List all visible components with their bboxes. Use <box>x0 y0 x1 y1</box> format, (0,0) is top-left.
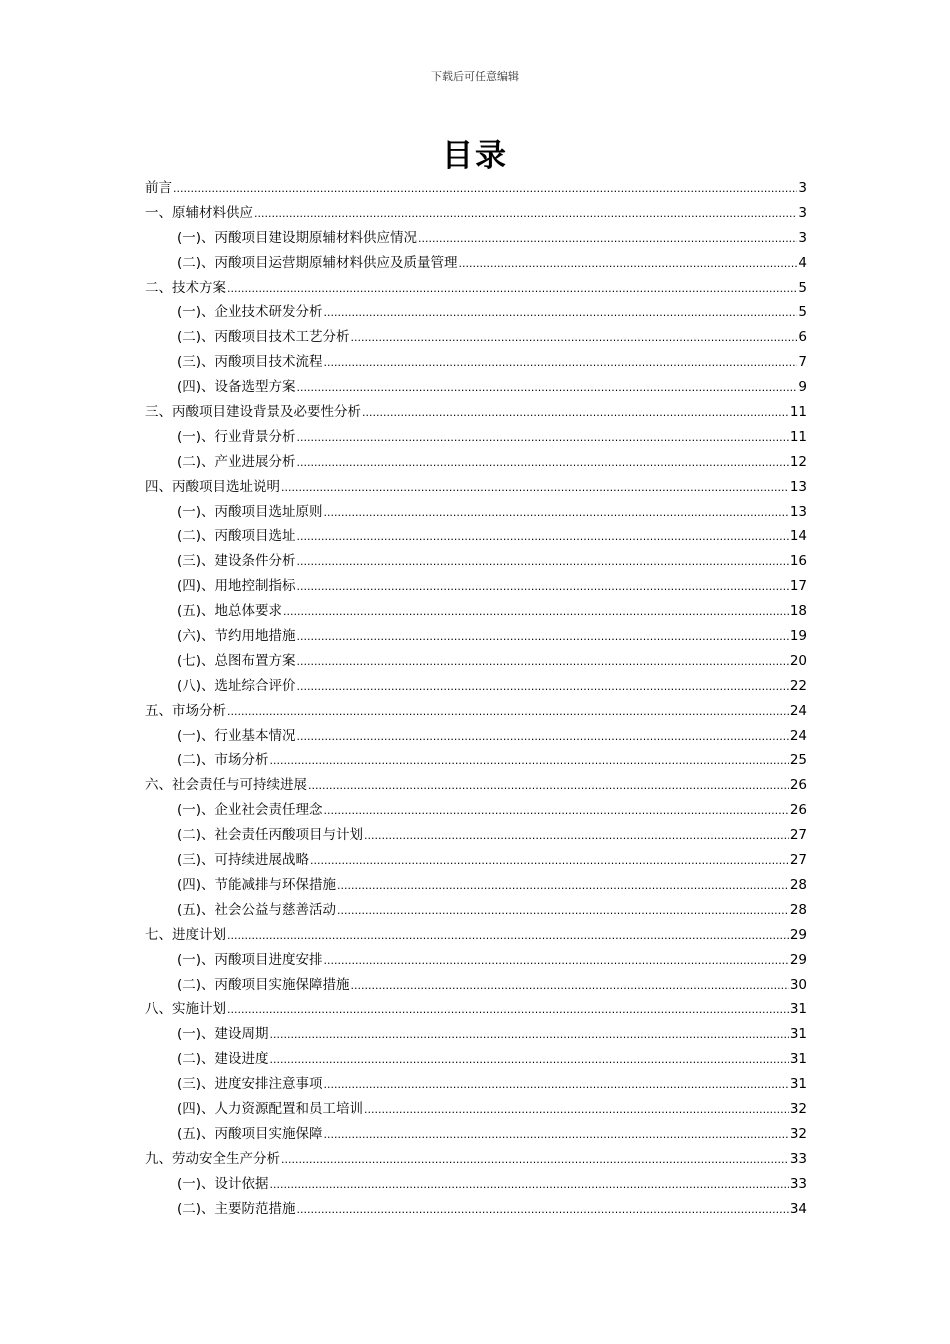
toc-entry-page-number: 33 <box>789 1150 807 1167</box>
toc-dot-leader <box>297 653 789 669</box>
toc-entry[interactable] <box>145 524 807 549</box>
toc-entry-page-number: 27 <box>789 827 807 844</box>
toc-entry-page-number: 28 <box>789 901 807 918</box>
toc-dot-leader <box>297 1201 789 1217</box>
toc-entry-label: (二)、丙酸项目实施保障措施 <box>177 976 350 993</box>
toc-entry-label: (五)、社会公益与慈善活动 <box>177 901 337 918</box>
toc-entry[interactable] <box>145 276 807 301</box>
toc-dot-leader <box>270 1176 789 1192</box>
toc-entry-page-number: 13 <box>789 503 807 520</box>
toc-entry-label: (三)、丙酸项目技术流程 <box>177 354 323 371</box>
toc-entry-label: (五)、丙酸项目实施保障 <box>177 1125 323 1142</box>
toc-entry[interactable] <box>145 948 807 973</box>
toc-dot-leader <box>270 752 789 768</box>
toc-entry-label: (三)、可持续进展战略 <box>177 852 310 869</box>
toc-dot-leader <box>337 877 789 893</box>
toc-entry[interactable] <box>145 1047 807 1072</box>
toc-entry-label: (四)、用地控制指标 <box>177 578 296 595</box>
toc-entry-label: (三)、进度安排注意事项 <box>177 1076 323 1093</box>
toc-dot-leader <box>308 777 789 793</box>
toc-dot-leader <box>337 902 789 918</box>
toc-entry-label: (一)、设计依据 <box>177 1175 269 1192</box>
toc-entry-page-number: 20 <box>789 652 807 669</box>
toc-entry[interactable] <box>145 375 807 400</box>
toc-dot-leader <box>310 852 789 868</box>
toc-entry-page-number: 14 <box>789 528 807 545</box>
toc-entry-label: 七、进度计划 <box>145 926 226 943</box>
toc-entry[interactable] <box>145 350 807 375</box>
toc-entry-page-number: 11 <box>789 428 807 445</box>
toc-entry[interactable] <box>145 848 807 873</box>
toc-dot-leader <box>297 728 789 744</box>
toc-dot-leader <box>351 977 789 993</box>
toc-dot-leader <box>324 304 798 320</box>
toc-entry-label: 二、技术方案 <box>145 279 226 296</box>
toc-entry[interactable] <box>145 624 807 649</box>
toc-dot-leader <box>281 1151 789 1167</box>
toc-entry[interactable] <box>145 1172 807 1197</box>
toc-dot-leader <box>297 379 798 395</box>
toc-entry-label: (二)、丙酸项目技术工艺分析 <box>177 329 350 346</box>
toc-entry-label: (二)、产业进展分析 <box>177 453 296 470</box>
toc-entry[interactable] <box>145 574 807 599</box>
toc-dot-leader <box>227 927 789 943</box>
table-of-contents <box>145 176 807 1221</box>
toc-entry[interactable] <box>145 500 807 525</box>
toc-entry-page-number: 7 <box>798 354 807 371</box>
toc-entry-label: 五、市场分析 <box>145 702 226 719</box>
toc-entry-page-number: 5 <box>798 279 807 296</box>
toc-entry-page-number: 11 <box>789 404 807 421</box>
toc-entry[interactable] <box>145 649 807 674</box>
toc-entry-label: (一)、丙酸项目建设期原辅材料供应情况 <box>177 229 418 246</box>
toc-entry[interactable] <box>145 823 807 848</box>
toc-entry-page-number: 4 <box>798 254 807 271</box>
toc-entry-page-number: 31 <box>789 1076 807 1093</box>
toc-entry-label: (一)、行业背景分析 <box>177 428 296 445</box>
toc-entry-page-number: 27 <box>789 852 807 869</box>
toc-dot-leader <box>418 230 797 246</box>
toc-entry[interactable] <box>145 674 807 699</box>
toc-entry[interactable] <box>145 400 807 425</box>
toc-entry-label: (四)、节能减排与环保措施 <box>177 876 337 893</box>
toc-entry[interactable] <box>145 724 807 749</box>
toc-dot-leader <box>297 578 789 594</box>
toc-dot-leader <box>364 1101 789 1117</box>
toc-entry-page-number: 32 <box>789 1125 807 1142</box>
toc-entry-label: (二)、丙酸项目运营期原辅材料供应及质量管理 <box>177 254 458 271</box>
toc-entry-page-number: 3 <box>798 229 807 246</box>
toc-entry[interactable] <box>145 748 807 773</box>
toc-dot-leader <box>281 479 789 495</box>
toc-entry-label: 前言 <box>145 180 172 196</box>
toc-entry-page-number: 13 <box>789 478 807 495</box>
toc-entry-page-number: 24 <box>789 727 807 744</box>
toc-entry[interactable] <box>145 325 807 350</box>
toc-entry-page-number: 26 <box>789 802 807 819</box>
toc-entry[interactable] <box>145 549 807 574</box>
toc-dot-leader <box>283 603 789 619</box>
toc-entry-label: (七)、总图布置方案 <box>177 652 296 669</box>
toc-dot-leader <box>254 205 797 221</box>
toc-dot-leader <box>297 528 789 544</box>
toc-entry-page-number: 28 <box>789 876 807 893</box>
toc-entry[interactable] <box>145 475 807 500</box>
toc-dot-leader <box>351 329 798 345</box>
toc-entry[interactable] <box>145 923 807 948</box>
toc-entry-label: 九、劳动安全生产分析 <box>145 1150 280 1167</box>
toc-entry[interactable] <box>145 300 807 325</box>
toc-entry-label: (一)、企业社会责任理念 <box>177 802 323 819</box>
toc-entry[interactable] <box>145 1022 807 1047</box>
toc-entry-page-number: 34 <box>789 1200 807 1217</box>
toc-entry-label: 一、原辅材料供应 <box>145 204 253 221</box>
toc-dot-leader <box>270 1051 789 1067</box>
toc-entry[interactable] <box>145 873 807 898</box>
toc-entry[interactable] <box>145 176 807 201</box>
toc-entry-page-number: 3 <box>798 180 807 196</box>
toc-dot-leader <box>270 1026 789 1042</box>
toc-entry-page-number: 32 <box>789 1100 807 1117</box>
toc-entry[interactable] <box>145 1122 807 1147</box>
toc-entry-label: 八、实施计划 <box>145 1001 226 1018</box>
toc-entry[interactable] <box>145 450 807 475</box>
toc-dot-leader <box>297 454 789 470</box>
toc-entry[interactable] <box>145 699 807 724</box>
toc-entry-label: (三)、建设条件分析 <box>177 553 296 570</box>
toc-entry[interactable] <box>145 226 807 251</box>
toc-entry-page-number: 5 <box>798 304 807 321</box>
toc-entry-page-number: 6 <box>798 329 807 346</box>
toc-dot-leader <box>297 628 789 644</box>
toc-entry[interactable] <box>145 1072 807 1097</box>
toc-entry-label: (二)、主要防范措施 <box>177 1200 296 1217</box>
toc-entry[interactable] <box>145 201 807 226</box>
toc-entry-page-number: 9 <box>798 379 807 396</box>
toc-entry-label: 六、社会责任与可持续进展 <box>145 777 307 794</box>
toc-entry-label: (一)、丙酸项目选址原则 <box>177 503 323 520</box>
toc-entry-label: (二)、社会责任丙酸项目与计划 <box>177 827 364 844</box>
toc-entry-page-number: 16 <box>789 553 807 570</box>
toc-dot-leader <box>227 1001 789 1017</box>
toc-entry[interactable] <box>145 898 807 923</box>
toc-entry-label: 三、丙酸项目建设背景及必要性分析 <box>145 404 361 421</box>
toc-entry[interactable] <box>145 1097 807 1122</box>
toc-entry-page-number: 29 <box>789 951 807 968</box>
toc-entry[interactable] <box>145 1197 807 1222</box>
toc-entry-label: (四)、人力资源配置和员工培训 <box>177 1100 364 1117</box>
toc-entry-page-number: 3 <box>798 204 807 221</box>
toc-entry-page-number: 18 <box>789 603 807 620</box>
toc-dot-leader <box>324 1076 789 1092</box>
toc-entry-label: (一)、丙酸项目进度安排 <box>177 951 323 968</box>
toc-entry-label: (八)、选址综合评价 <box>177 677 296 694</box>
toc-dot-leader <box>297 429 789 445</box>
toc-dot-leader <box>227 703 789 719</box>
toc-entry-page-number: 31 <box>789 1051 807 1068</box>
page-header: 下载后可任意编辑 <box>431 70 519 83</box>
toc-entry-label: (一)、建设周期 <box>177 1026 269 1043</box>
toc-entry-page-number: 31 <box>789 1026 807 1043</box>
toc-dot-leader <box>364 827 789 843</box>
toc-entry-page-number: 22 <box>789 677 807 694</box>
toc-dot-leader <box>362 404 789 420</box>
toc-entry-label: 四、丙酸项目选址说明 <box>145 478 280 495</box>
toc-entry-page-number: 29 <box>789 926 807 943</box>
toc-dot-leader <box>324 354 798 370</box>
toc-entry-page-number: 19 <box>789 628 807 645</box>
toc-entry-label: (二)、丙酸项目选址 <box>177 528 296 545</box>
toc-dot-leader <box>324 952 789 968</box>
toc-entry-label: (一)、行业基本情况 <box>177 727 296 744</box>
toc-entry[interactable] <box>145 1147 807 1172</box>
toc-entry-page-number: 26 <box>789 777 807 794</box>
toc-entry-label: (五)、地总体要求 <box>177 603 283 620</box>
toc-entry-page-number: 17 <box>789 578 807 595</box>
toc-entry-label: (一)、企业技术研发分析 <box>177 304 323 321</box>
toc-dot-leader <box>227 280 797 296</box>
toc-dot-leader <box>324 802 789 818</box>
toc-entry[interactable] <box>145 251 807 276</box>
toc-dot-leader <box>324 1126 789 1142</box>
toc-entry-label: (二)、市场分析 <box>177 752 269 769</box>
toc-entry[interactable] <box>145 798 807 823</box>
toc-entry-page-number: 33 <box>789 1175 807 1192</box>
page-title: 目录 <box>442 138 508 174</box>
toc-entry-label: (六)、节约用地措施 <box>177 628 296 645</box>
toc-dot-leader <box>324 504 789 520</box>
toc-entry-page-number: 24 <box>789 702 807 719</box>
toc-entry-label: (四)、设备选型方案 <box>177 379 296 396</box>
toc-entry[interactable] <box>145 997 807 1022</box>
toc-dot-leader <box>173 180 797 196</box>
toc-entry[interactable] <box>145 599 807 624</box>
toc-entry-page-number: 25 <box>789 752 807 769</box>
toc-entry-page-number: 31 <box>789 1001 807 1018</box>
toc-entry[interactable] <box>145 973 807 998</box>
toc-entry-page-number: 30 <box>789 976 807 993</box>
toc-dot-leader <box>297 678 789 694</box>
toc-entry[interactable] <box>145 773 807 798</box>
toc-dot-leader <box>459 255 798 271</box>
toc-entry-page-number: 12 <box>789 453 807 470</box>
toc-dot-leader <box>297 553 789 569</box>
toc-entry[interactable] <box>145 425 807 450</box>
toc-entry-label: (二)、建设进度 <box>177 1051 269 1068</box>
